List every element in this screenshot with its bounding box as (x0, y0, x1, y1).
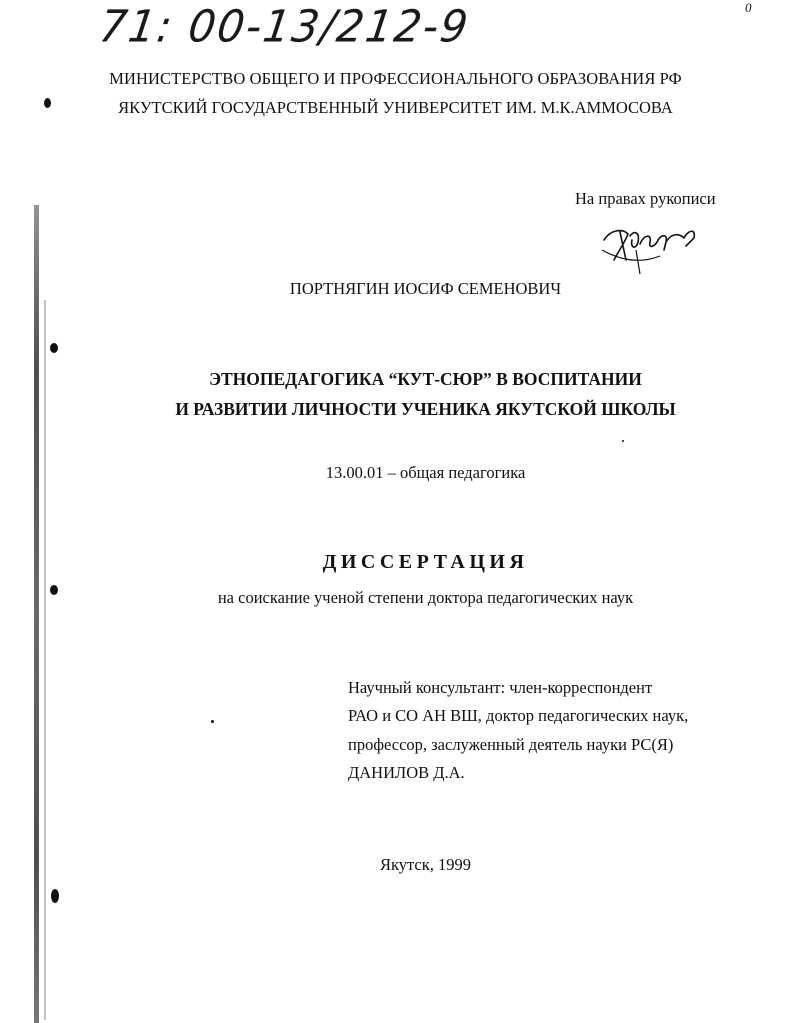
scan-edge-artifact (34, 205, 39, 1023)
corner-mark: 0 (745, 0, 752, 15)
scan-dot (51, 889, 59, 903)
city-year: Якутск, 1999 (379, 855, 472, 874)
scan-dot (211, 720, 214, 723)
university-name: ЯКУТСКИЙ ГОСУДАРСТВЕННЫЙ УНИВЕРСИТЕТ ИМ. М.К.АММОСОВА (118, 98, 673, 117)
signature-icon (600, 220, 700, 276)
scan-dot (622, 440, 624, 442)
consultant-line-1: Научный консультант: член-корреспондент (348, 678, 653, 697)
specialty-code: 13.00.01 – общая педагогика (325, 463, 526, 482)
dissertation-title-line-2: И РАЗВИТИИ ЛИЧНОСТИ УЧЕНИКА ЯКУТСКОЙ ШКОЛЫ (175, 399, 676, 419)
ministry-name: МИНИСТЕРСТВО ОБЩЕГО И ПРОФЕССИОНАЛЬНОГО ОБРАЗОВАНИЯ РФ (109, 69, 682, 88)
handwritten-registration-number: 71: 00-13/212-9 (96, 0, 473, 53)
degree-description: на соискание ученой степени доктора педагогических наук (217, 588, 634, 607)
scan-dot (50, 343, 58, 353)
consultant-line-2: РАО и СО АН ВШ, доктор педагогических наук, (348, 706, 689, 725)
author-name: ПОРТНЯГИН ИОСИФ СЕМЕНОВИЧ (289, 279, 562, 298)
consultant-line-3: профессор, заслуженный деятель науки РС(Я) (348, 735, 674, 754)
document-type: ДИССЕРТАЦИЯ (322, 551, 529, 573)
dissertation-title-line-1: ЭТНОПЕДАГОГИКА “КУТ-СЮР” В ВОСПИТАНИИ (209, 369, 642, 389)
consultant-name: ДАНИЛОВ Д.А. (348, 763, 465, 782)
manuscript-rights-note: На правах рукописи (575, 189, 716, 208)
